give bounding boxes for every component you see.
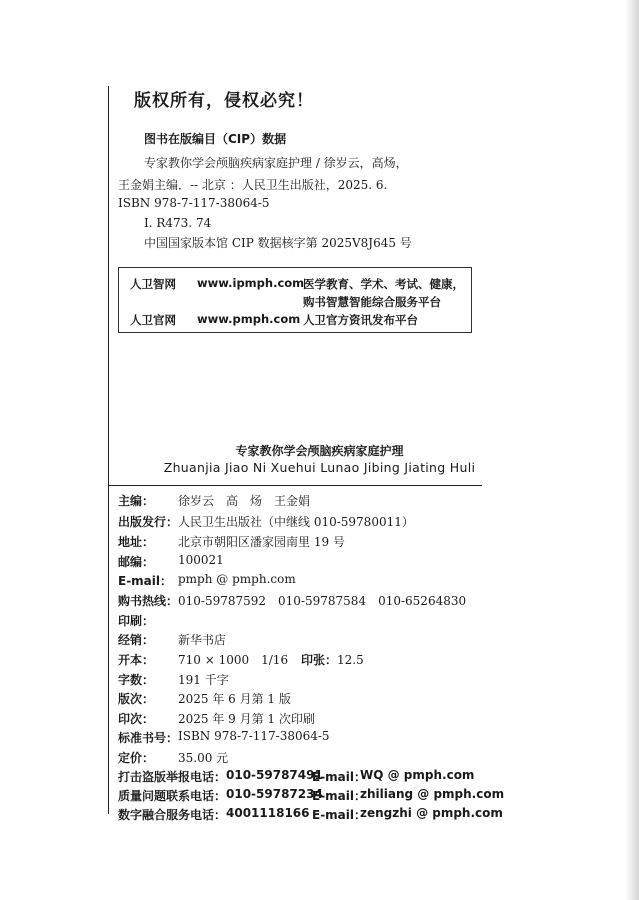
cip-line: ISBN 978-7-117-38064-5 <box>118 196 270 210</box>
contact-email: WQ @ pmph.com <box>360 768 475 782</box>
info-value: 010-59787592 010-59787584 010-65264830 <box>178 594 467 608</box>
info-label: E-mail： <box>118 574 173 588</box>
info-label: 主编： <box>118 494 155 508</box>
website-url[interactable]: www.ipmph.com <box>197 276 305 290</box>
info-value: 2025 年 9 月第 1 次印刷 <box>178 712 315 726</box>
website-description: 医学教育、学术、考试、健康， <box>303 277 464 291</box>
contact-label: 质量问题联系电话： <box>118 789 227 803</box>
info-value: 710 × 1000 1/16 <box>178 653 289 667</box>
info-label: 地址： <box>118 535 155 549</box>
contact-email: zengzhi @ pmph.com <box>360 806 503 820</box>
info-label: 出版发行： <box>118 515 179 529</box>
info-value: ISBN 978-7-117-38064-5 <box>178 729 330 743</box>
info-label: 印次： <box>118 712 155 726</box>
contact-label: 打击盗版举报电话： <box>118 770 227 784</box>
info-label: 印刷： <box>118 614 155 628</box>
info-label: 邮编： <box>118 555 155 569</box>
info-value: 191 千字 <box>178 673 229 687</box>
info-value: 100021 <box>178 553 224 567</box>
info-value: 北京市朝阳区潘家园南里 19 号 <box>178 535 345 549</box>
info-value: 35.00 元 <box>178 751 229 765</box>
cip-line: 王金娟主编．-- 北京 ：人民卫生出版社，2025. 6. <box>118 178 388 192</box>
info-value: 2025 年 6 月第 1 版 <box>178 692 291 706</box>
contact-email-label: E-mail： <box>312 789 367 803</box>
website-name: 人卫智网 <box>130 277 176 291</box>
book-title-pinyin: Zhuanjia Jiao Ni Xuehui Lunao Jibing Jiating Huli <box>163 460 476 475</box>
info-label: 开本： <box>118 653 155 667</box>
contact-phone: 010-59787234 <box>226 787 323 801</box>
info-label: 购书热线： <box>118 594 179 608</box>
website-name: 人卫官网 <box>130 313 176 327</box>
sheets-group <box>301 651 364 668</box>
contact-email: zhiliang @ pmph.com <box>360 787 505 801</box>
info-value: 人民卫生出版社（中继线 010-59780011） <box>178 515 414 529</box>
websites-box <box>118 267 472 333</box>
info-label: 印张： <box>301 653 338 667</box>
contact-phone: 4001118166 <box>226 806 310 820</box>
cip-title: 图书在版编目（CIP）数据 <box>144 132 287 146</box>
info-label: 版次： <box>118 692 155 706</box>
info-label: 定价： <box>118 751 155 765</box>
info-value: pmph @ pmph.com <box>178 572 296 586</box>
contact-email-label: E-mail： <box>312 770 367 784</box>
website-description: 人卫官方资讯发布平台 <box>303 313 418 327</box>
contact-label: 数字融合服务电话： <box>118 808 227 822</box>
website-description: 购书智慧智能综合服务平台 <box>303 295 441 309</box>
info-label: 标准书号： <box>118 731 179 745</box>
cip-line: Ⅰ. R473. 74 <box>144 216 212 230</box>
info-value: 12.5 <box>337 653 364 667</box>
info-label: 字数： <box>118 673 155 687</box>
website-url[interactable]: www.pmph.com <box>197 312 301 326</box>
info-label: 经销： <box>118 633 155 647</box>
horizontal-rule <box>108 485 482 486</box>
cip-line: 中国国家版本馆 CIP 数据核字第 2025V8J645 号 <box>144 236 412 250</box>
contact-phone: 010-59787491 <box>226 768 323 782</box>
contact-email-label: E-mail： <box>312 808 367 822</box>
info-value: 新华书店 <box>178 633 227 647</box>
book-title: 专家教你学会颅脑疾病家庭护理 <box>235 444 404 458</box>
copyright-notice: 版权所有，侵权必究！ <box>134 91 314 111</box>
cip-line: 专家教你学会颅脑疾病家庭护理 / 徐岁云，高炀， <box>144 156 408 170</box>
info-value: 徐岁云 高 炀 王金娟 <box>178 494 311 508</box>
